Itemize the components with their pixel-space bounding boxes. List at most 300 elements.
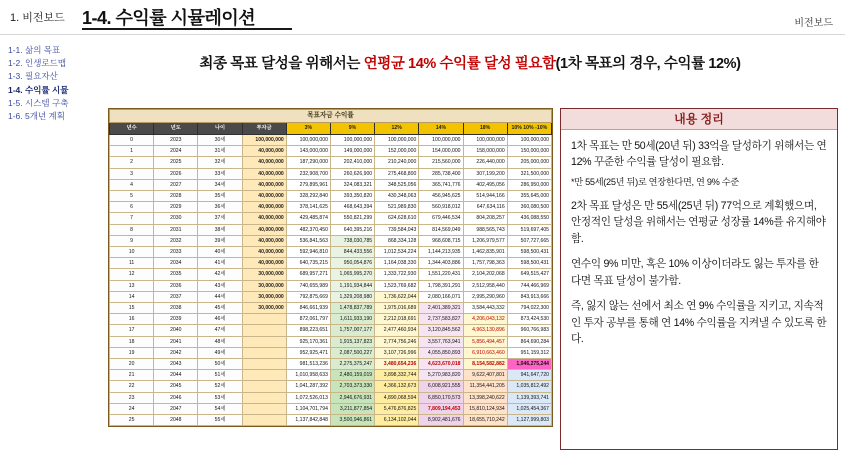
cell-return-5: 598,500,431 [507,247,551,258]
table-row [110,213,552,224]
table-row [110,314,552,325]
cell-investment: 40,000,000 [242,146,286,157]
cell-return-3: 456,945,625 [419,191,463,202]
cell-investment: 40,000,000 [242,213,286,224]
cell-return-2: 1,012,534,224 [375,247,419,258]
sidebar-item-2[interactable]: 1-2. 인생로드맵 [8,58,67,69]
cell-year: 2047 [154,403,198,414]
cell-year: 2035 [154,269,198,280]
cell-return-2: 1,523,769,682 [375,280,419,291]
cell-return-2: 2,774,756,246 [375,336,419,347]
cell-return-4: 4,963,130,896 [463,325,507,336]
cell-year: 2032 [154,235,198,246]
table-row [110,291,552,302]
table-col-header-7: 14% [419,123,463,135]
cell-return-1: 550,821,299 [330,213,374,224]
cell-return-5: 205,000,000 [507,157,551,168]
cell-return-5: 951,159,312 [507,347,551,358]
cell-return-0: 689,957,271 [286,269,330,280]
table-row [110,415,552,426]
cell-return-1: 2,703,373,330 [330,381,374,392]
table-row [110,269,552,280]
cell-return-4: 3,584,443,332 [463,303,507,314]
cell-year: 2029 [154,202,198,213]
cell-return-2: 739,584,043 [375,224,419,235]
cell-year: 2039 [154,314,198,325]
cell-index: 7 [110,213,154,224]
cell-index: 3 [110,168,154,179]
summary-paragraph-3: 2차 목표 달성은 만 55세(25년 뒤) 77억으로 계획했으며, 안정적인 달성을 위해서는 연평균 성장률 14%를 유지해야 함. [571,200,826,245]
cell-return-2: 430,348,063 [375,191,419,202]
cell-return-3: 2,080,166,071 [419,291,463,302]
cell-index: 12 [110,269,154,280]
cell-return-1: 324,083,321 [330,179,374,190]
cell-investment: 40,000,000 [242,179,286,190]
table-col-header-3: 투자금 [242,123,286,135]
cell-return-0: 925,170,361 [286,336,330,347]
cell-return-5: 1,139,393,741 [507,392,551,403]
cell-year: 2048 [154,415,198,426]
cell-investment: 40,000,000 [242,247,286,258]
cell-age: 47세 [198,325,242,336]
cell-index: 15 [110,303,154,314]
table-row [110,235,552,246]
cell-investment: 40,000,000 [242,235,286,246]
cell-return-1: 844,433,556 [330,247,374,258]
cell-investment [242,347,286,358]
cell-return-1: 1,329,208,980 [330,291,374,302]
cell-return-3: 5,270,983,820 [419,370,463,381]
cell-return-3: 1,144,213,935 [419,247,463,258]
cell-age: 40세 [198,247,242,258]
cell-return-3: 1,344,403,886 [419,258,463,269]
cell-return-0: 792,875,669 [286,291,330,302]
sidebar-item-6[interactable]: 1-6. 5개년 계획 [8,110,65,121]
cell-age: 55세 [198,415,242,426]
cell-investment [242,314,286,325]
cell-return-4: 2,512,958,440 [463,280,507,291]
cell-return-4: 11,354,441,205 [463,381,507,392]
sidebar-item-3[interactable]: 1-3. 필요자산 [8,71,58,82]
cell-age: 42세 [198,269,242,280]
table-row [110,202,552,213]
cell-return-4: 13,398,240,622 [463,392,507,403]
table-row [110,336,552,347]
cell-index: 20 [110,359,154,370]
cell-investment: 30,000,000 [242,280,286,291]
cell-index: 6 [110,202,154,213]
cell-return-5: 1,127,999,803 [507,415,551,426]
cell-return-2: 4,366,132,673 [375,381,419,392]
cell-return-3: 8,902,481,676 [419,415,463,426]
cell-investment: 40,000,000 [242,202,286,213]
cell-return-1: 149,000,000 [330,146,374,157]
table-header-row [110,123,552,135]
table-title-row [110,110,552,123]
cell-index: 17 [110,325,154,336]
cell-return-0: 1,041,287,392 [286,381,330,392]
cell-investment: 40,000,000 [242,168,286,179]
sidebar-item-1[interactable]: 1-1. 삶의 목표 [8,45,61,55]
cell-return-1: 393,350,820 [330,191,374,202]
cell-index: 22 [110,381,154,392]
sidebar-item-5[interactable]: 1-5. 시스템 구축 [8,97,69,108]
cell-return-4: 158,000,000 [463,146,507,157]
table-body [110,135,552,426]
cell-index: 5 [110,191,154,202]
cell-return-0: 536,841,563 [286,235,330,246]
cell-return-3: 100,000,000 [419,135,463,146]
cell-age: 32세 [198,157,242,168]
summary-panel [560,108,838,450]
cell-age: 50세 [198,359,242,370]
cell-return-0: 100,000,000 [286,135,330,146]
cell-return-2: 3,898,332,744 [375,370,419,381]
summary-paragraph-5: 즉, 잃지 않는 선에서 최소 연 9% 수익률을 지키고, 지속적인 투자 공부를 통해 연 14% 수익률을 지켜낼 수 있도록 한다. [571,300,827,345]
cell-return-0: 482,370,450 [286,224,330,235]
cell-index: 4 [110,179,154,190]
cell-return-5: 286,950,000 [507,179,551,190]
table-row [110,370,552,381]
table-row [110,347,552,358]
simulation-table [109,109,552,426]
cell-return-2: 624,628,610 [375,213,419,224]
cell-age: 31세 [198,146,242,157]
cell-return-5: 355,645,000 [507,191,551,202]
table-col-header-0: 년수 [110,123,154,135]
cell-return-2: 1,164,038,330 [375,258,419,269]
cell-index: 9 [110,235,154,246]
cell-return-4: 9,622,407,801 [463,370,507,381]
table-col-header-8: 18% [463,123,507,135]
table-title: 목표자금 수익률 [110,110,552,123]
cell-index: 8 [110,224,154,235]
cell-return-1: 202,410,000 [330,157,374,168]
cell-return-3: 365,741,776 [419,179,463,190]
cell-return-2: 6,134,102,044 [375,415,419,426]
cell-index: 21 [110,370,154,381]
summary-panel-body [561,130,837,347]
cell-return-3: 3,120,845,562 [419,325,463,336]
cell-return-1: 640,395,216 [330,224,374,235]
cell-return-5: 649,515,427 [507,269,551,280]
table-row [110,359,552,370]
cell-return-3: 4,623,670,018 [419,359,463,370]
table-row [110,179,552,190]
table-row [110,224,552,235]
cell-return-0: 872,061,797 [286,314,330,325]
cell-investment [242,415,286,426]
table-col-header-9: 10% 10% -10% [507,123,551,135]
cell-return-0: 232,908,700 [286,168,330,179]
table-row [110,191,552,202]
table-row [110,258,552,269]
cell-return-0: 187,290,000 [286,157,330,168]
cell-return-3: 6,850,170,573 [419,392,463,403]
cell-return-0: 429,485,874 [286,213,330,224]
page-title: 1-4. 수익률 시뮬레이션 [82,8,256,28]
cell-index: 16 [110,314,154,325]
cell-return-0: 952,925,471 [286,347,330,358]
cell-return-1: 738,030,785 [330,235,374,246]
cell-return-4: 1,206,979,577 [463,235,507,246]
cell-investment [242,325,286,336]
table-row [110,247,552,258]
cell-return-3: 4,055,850,893 [419,347,463,358]
cell-return-3: 2,401,389,321 [419,303,463,314]
cell-return-1: 1,191,934,844 [330,280,374,291]
cell-return-1: 1,757,007,177 [330,325,374,336]
cell-investment: 40,000,000 [242,224,286,235]
cell-age: 30세 [198,135,242,146]
cell-return-0: 1,072,526,013 [286,392,330,403]
table-row [110,303,552,314]
cell-return-5: 1,046,275,244 [507,359,551,370]
cell-age: 53세 [198,392,242,403]
cell-return-5: 360,080,500 [507,202,551,213]
cell-return-5: 864,690,284 [507,336,551,347]
breadcrumb: 1. 비전보드 [10,12,65,24]
cell-return-2: 348,525,056 [375,179,419,190]
cell-year: 2024 [154,146,198,157]
cell-age: 39세 [198,235,242,246]
cell-return-1: 3,211,877,854 [330,403,374,414]
cell-index: 13 [110,280,154,291]
cell-return-2: 3,480,654,236 [375,359,419,370]
cell-return-3: 154,000,000 [419,146,463,157]
cell-age: 35세 [198,191,242,202]
table-col-header-5: 9% [330,123,374,135]
cell-age: 48세 [198,336,242,347]
cell-age: 46세 [198,314,242,325]
cell-age: 34세 [198,179,242,190]
cell-return-0: 328,292,840 [286,191,330,202]
cell-year: 2033 [154,247,198,258]
cell-investment: 30,000,000 [242,291,286,302]
cell-return-4: 2,104,202,068 [463,269,507,280]
cell-return-0: 981,513,236 [286,359,330,370]
cell-return-5: 519,697,405 [507,224,551,235]
cell-return-1: 2,946,676,931 [330,392,374,403]
cell-return-5: 873,424,530 [507,314,551,325]
cell-return-5: 321,500,000 [507,168,551,179]
cell-return-2: 100,000,000 [375,135,419,146]
cell-return-1: 1,611,933,190 [330,314,374,325]
cell-investment: 100,000,000 [242,135,286,146]
cell-return-0: 1,137,842,848 [286,415,330,426]
cell-return-0: 898,223,651 [286,325,330,336]
cell-return-1: 100,000,000 [330,135,374,146]
cell-return-3: 285,738,400 [419,168,463,179]
cell-index: 23 [110,392,154,403]
cell-return-3: 3,557,763,941 [419,336,463,347]
cell-age: 52세 [198,381,242,392]
table-col-header-2: 나이 [198,123,242,135]
cell-return-2: 2,212,018,691 [375,314,419,325]
cell-return-5: 1,035,812,492 [507,381,551,392]
cell-return-0: 846,661,939 [286,303,330,314]
cell-return-3: 560,918,012 [419,202,463,213]
cell-return-3: 814,569,049 [419,224,463,235]
table-row [110,146,552,157]
cell-year: 2040 [154,325,198,336]
cell-year: 2037 [154,291,198,302]
cell-year: 2027 [154,179,198,190]
cell-index: 10 [110,247,154,258]
cell-return-4: 5,856,494,457 [463,336,507,347]
cell-investment: 40,000,000 [242,258,286,269]
cell-age: 37세 [198,213,242,224]
cell-return-2: 4,890,068,594 [375,392,419,403]
cell-year: 2023 [154,135,198,146]
cell-return-0: 740,655,989 [286,280,330,291]
header-right-label: 비전보드 [794,18,833,29]
table-row [110,135,552,146]
cell-age: 45세 [198,303,242,314]
cell-investment [242,336,286,347]
cell-index: 25 [110,415,154,426]
cell-return-4: 15,810,124,934 [463,403,507,414]
cell-return-5: 507,727,665 [507,235,551,246]
cell-return-5: 598,500,431 [507,258,551,269]
cell-return-2: 1,975,016,689 [375,303,419,314]
table-row [110,168,552,179]
cell-return-1: 2,087,500,227 [330,347,374,358]
cell-return-0: 279,895,961 [286,179,330,190]
cell-return-5: 1,025,454,367 [507,403,551,414]
cell-return-4: 514,944,166 [463,191,507,202]
cell-return-0: 640,735,215 [286,258,330,269]
cell-return-0: 592,946,810 [286,247,330,258]
cell-year: 2043 [154,359,198,370]
cell-investment [242,403,286,414]
cell-return-3: 679,446,534 [419,213,463,224]
cell-return-1: 260,626,900 [330,168,374,179]
cell-investment: 30,000,000 [242,303,286,314]
cell-index: 0 [110,135,154,146]
cell-return-4: 402,495,056 [463,179,507,190]
cell-return-3: 968,608,715 [419,235,463,246]
cell-index: 24 [110,403,154,414]
cell-return-3: 215,560,000 [419,157,463,168]
cell-return-4: 307,199,200 [463,168,507,179]
cell-return-4: 100,000,000 [463,135,507,146]
cell-index: 11 [110,258,154,269]
cell-return-3: 1,798,391,291 [419,280,463,291]
cell-return-2: 521,989,830 [375,202,419,213]
cell-return-3: 7,809,194,453 [419,403,463,414]
cell-return-1: 1,065,995,270 [330,269,374,280]
cell-index: 18 [110,336,154,347]
cell-return-5: 794,022,300 [507,303,551,314]
page-header [0,0,845,35]
cell-return-0: 143,000,000 [286,146,330,157]
cell-return-1: 2,275,375,247 [330,359,374,370]
cell-age: 43세 [198,280,242,291]
cell-return-1: 1,478,837,789 [330,303,374,314]
cell-return-2: 5,476,876,825 [375,403,419,414]
cell-investment [242,370,286,381]
cell-return-4: 804,208,257 [463,213,507,224]
cell-index: 19 [110,347,154,358]
cell-year: 2026 [154,168,198,179]
sidebar-nav [8,44,80,123]
table-col-header-1: 년도 [154,123,198,135]
cell-return-1: 2,480,159,019 [330,370,374,381]
cell-return-2: 3,107,726,996 [375,347,419,358]
cell-year: 2034 [154,258,198,269]
cell-return-5: 436,088,550 [507,213,551,224]
cell-return-2: 210,240,000 [375,157,419,168]
cell-return-5: 941,647,720 [507,370,551,381]
cell-return-1: 950,054,876 [330,258,374,269]
summary-paragraph-4: 연수익 9% 미만, 혹은 10% 이상이더라도 잃는 투자를 한다면 목표 달성이 불가함. [571,258,819,287]
table-col-header-4: 3% [286,123,330,135]
cell-return-4: 647,634,116 [463,202,507,213]
cell-return-5: 960,766,983 [507,325,551,336]
cell-age: 36세 [198,202,242,213]
headline [120,52,820,73]
headline-pre: 최종 목표 달성을 위해서는 [199,56,364,72]
headline-post: (1차 목표의 경우, 수익률 12%) [555,56,741,72]
cell-year: 2031 [154,224,198,235]
cell-year: 2036 [154,280,198,291]
cell-investment: 30,000,000 [242,269,286,280]
cell-year: 2044 [154,370,198,381]
cell-return-1: 468,643,394 [330,202,374,213]
cell-year: 2046 [154,392,198,403]
cell-investment [242,381,286,392]
cell-age: 49세 [198,347,242,358]
cell-return-0: 1,010,958,633 [286,370,330,381]
summary-panel-title: 내용 정리 [561,109,837,130]
summary-paragraph-1: 1차 목표는 만 50세(20년 뒤) 33억을 달성하기 위해서는 연 12% 꾸준한 수익률 달성이 필요함. [571,140,827,169]
cell-age: 41세 [198,258,242,269]
cell-return-5: 150,000,000 [507,146,551,157]
cell-age: 51세 [198,370,242,381]
summary-paragraph-2: *만 55세(25년 뒤)로 연장한다면, 연 9% 수준 [571,176,739,187]
cell-year: 2042 [154,347,198,358]
cell-return-4: 988,565,743 [463,224,507,235]
cell-return-2: 868,334,128 [375,235,419,246]
cell-year: 2028 [154,191,198,202]
sidebar-item-4[interactable]: 1-4. 수익률 시뮬 [8,84,69,95]
table-row [110,392,552,403]
table-row [110,157,552,168]
cell-return-1: 1,915,137,823 [330,336,374,347]
cell-year: 2025 [154,157,198,168]
cell-return-5: 100,000,000 [507,135,551,146]
cell-return-5: 744,466,969 [507,280,551,291]
table-col-header-6: 12% [375,123,419,135]
cell-investment [242,359,286,370]
cell-return-4: 226,440,000 [463,157,507,168]
cell-age: 33세 [198,168,242,179]
cell-return-3: 6,008,921,555 [419,381,463,392]
cell-age: 44세 [198,291,242,302]
cell-investment: 40,000,000 [242,157,286,168]
cell-return-3: 1,551,220,431 [419,269,463,280]
table-row [110,403,552,414]
cell-year: 2041 [154,336,198,347]
cell-return-4: 18,655,710,242 [463,415,507,426]
cell-return-3: 2,737,583,827 [419,314,463,325]
simulation-table-wrap [108,108,553,427]
cell-investment [242,392,286,403]
cell-return-1: 3,500,946,861 [330,415,374,426]
cell-return-2: 152,000,000 [375,146,419,157]
cell-return-2: 2,477,460,934 [375,325,419,336]
